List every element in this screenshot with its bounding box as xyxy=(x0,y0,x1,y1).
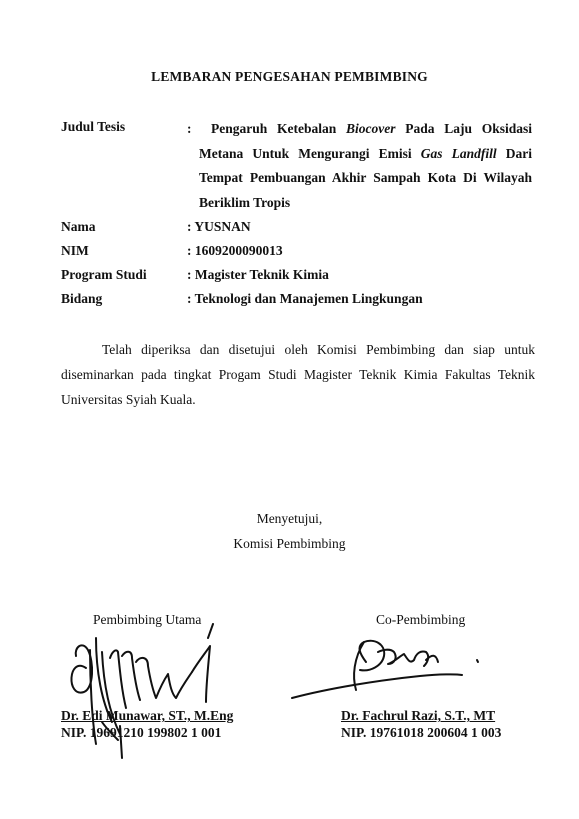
nim-value: : 1609200090013 xyxy=(187,243,283,258)
main-supervisor-role: Pembimbing Utama xyxy=(93,612,202,627)
thesis-title-colon: : xyxy=(187,121,192,136)
main-supervisor-name: Dr. Edi Munawar, ST., M.Eng xyxy=(61,708,234,723)
document-title: LEMBARAN PENGESAHAN PEMBIMBING xyxy=(151,69,428,84)
name-value: : YUSNAN xyxy=(187,219,251,234)
thesis-title-line-1-italic: Biocover xyxy=(345,121,396,136)
thesis-title-line-3: Tempat Pembuangan Akhir Sampah Kota Di Wilayah xyxy=(199,170,532,185)
co-supervisor-role: Co-Pembimbing xyxy=(376,612,466,627)
study-program-label: Program Studi xyxy=(61,267,147,282)
thesis-title-line-2-text-a: Metana Untuk Mengurangi Emisi xyxy=(199,145,421,161)
co-supervisor-nip: NIP. 19761018 200604 1 003 xyxy=(341,725,502,740)
thesis-title-label: Judul Tesis xyxy=(61,119,126,134)
thesis-title-line-2 xyxy=(187,142,532,167)
field-value: : Teknologi dan Manajemen Lingkungan xyxy=(187,291,423,306)
main-supervisor-nip: NIP. 19691210 199802 1 001 xyxy=(61,725,222,740)
thesis-title-line-4: Beriklim Tropis xyxy=(199,194,291,210)
thesis-title-line-2-text-b: Dari xyxy=(496,145,532,161)
nim-label: NIM xyxy=(61,243,89,258)
approval-line-2: Komisi Pembimbing xyxy=(233,536,346,551)
thesis-title-line-1-text-a: Pengaruh Ketebalan xyxy=(210,121,346,136)
approval-paragraph-text: Telah diperiksa dan disetujui oleh Komisi Pembimbing dan siap untuk diseminarkan pada tingkat Progam Studi Magister Teknik Kimia Fakultas Teknik Universitas Syiah Kuala. xyxy=(61,342,535,407)
thesis-title-line-1-text-b: Pada Laju Oksidasi xyxy=(395,121,532,136)
thesis-title-value xyxy=(187,117,532,215)
co-supervisor-name: Dr. Fachrul Razi, S.T., MT xyxy=(341,708,496,723)
thesis-title-line-2-italic: Gas Landfill xyxy=(420,145,497,161)
main-supervisor-signature xyxy=(60,622,230,762)
approval-line-1: Menyetujui, xyxy=(256,511,323,526)
study-program-value: : Magister Teknik Kimia xyxy=(187,267,329,282)
co-supervisor-signature xyxy=(290,632,500,712)
name-label: Nama xyxy=(61,219,96,234)
thesis-title-line-1 xyxy=(187,117,532,142)
approval-paragraph xyxy=(61,337,535,412)
field-label: Bidang xyxy=(61,291,103,306)
